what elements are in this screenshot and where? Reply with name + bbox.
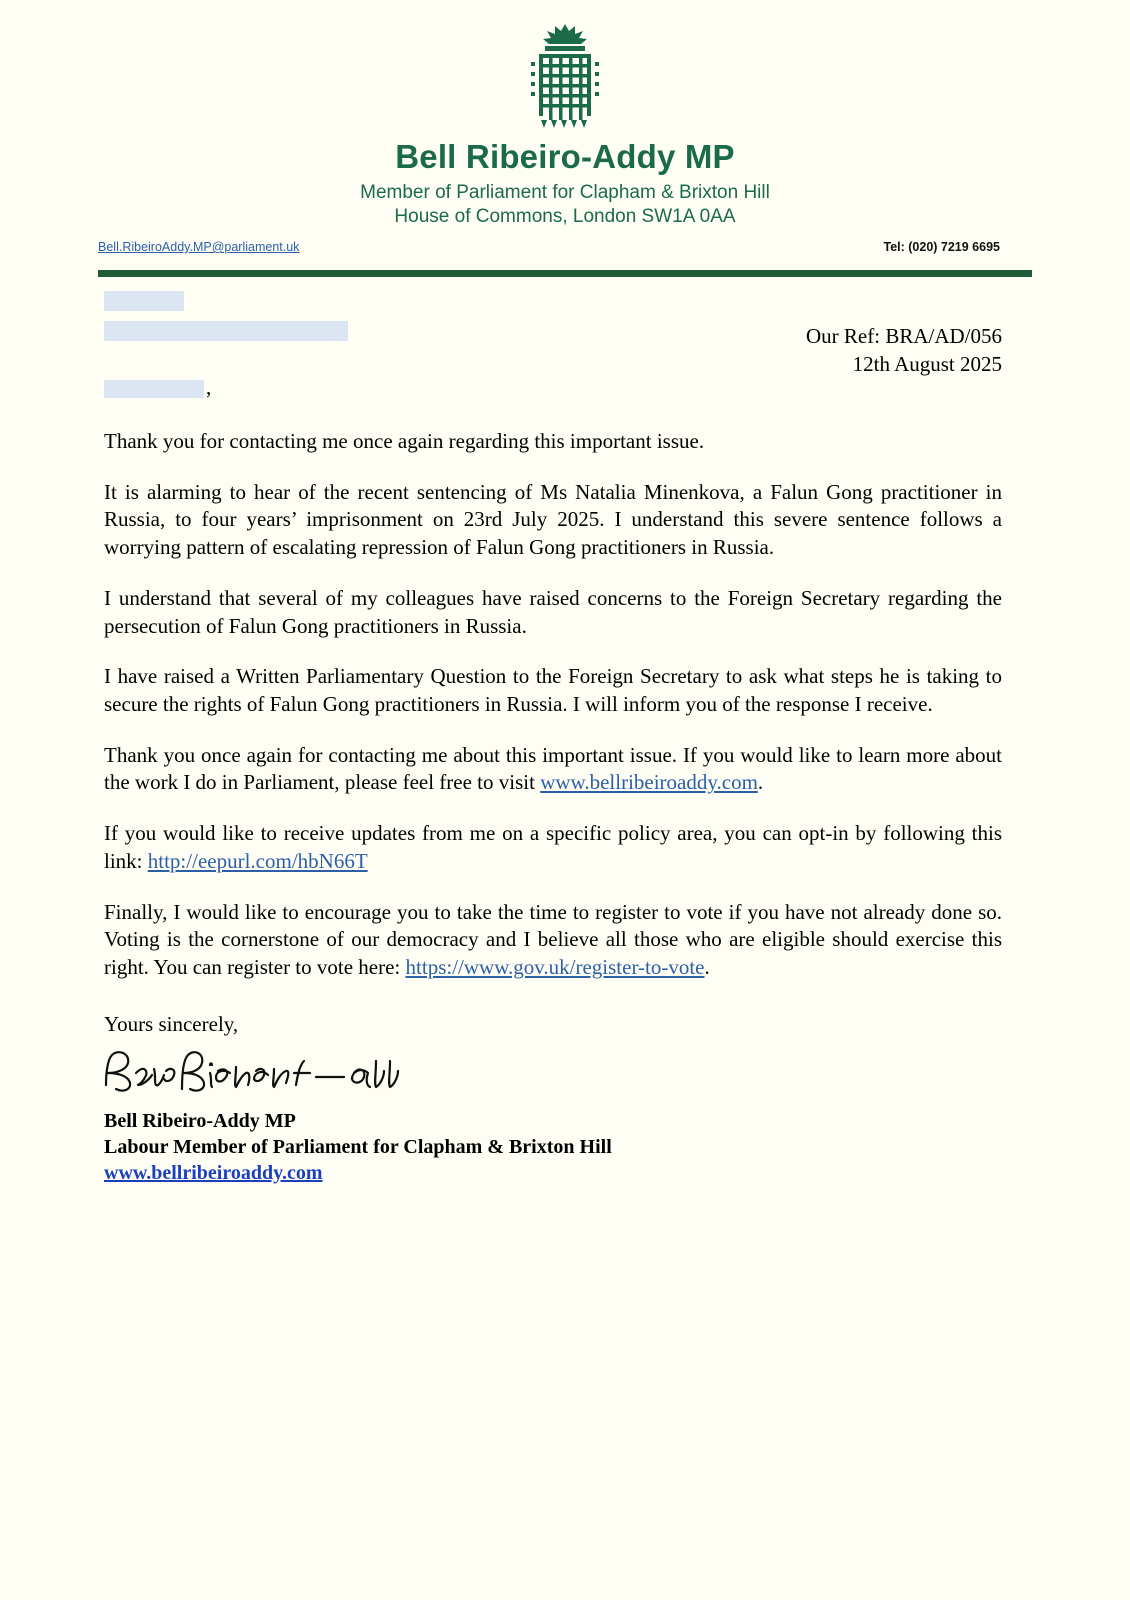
paragraph-website [104, 742, 1002, 797]
paragraph-optin [104, 820, 1002, 875]
redacted-recipient-address [104, 321, 348, 341]
mp-constituency: Member of Parliament for Clapham & Brixton Hill [360, 182, 770, 203]
signer-title: Labour Member of Parliament for Clapham & Brixton Hill [104, 1135, 612, 1158]
mp-address: House of Commons, London SW1A 0AA [394, 206, 736, 227]
paragraph-vote [104, 899, 1002, 982]
paragraph-1: Thank you for contacting me once again regarding this important issue. [104, 429, 705, 453]
website-link[interactable]: www.bellribeiroaddy.com [540, 770, 758, 795]
email-link[interactable]: Bell.RibeiroAddy.MP@parliament.uk [98, 240, 300, 254]
signature-block [104, 1108, 1130, 1186]
reference-block [806, 322, 1002, 379]
paragraph-vote-tail: . [704, 955, 710, 980]
handwritten-signature-icon [100, 1045, 400, 1101]
contact-row [0, 240, 1130, 260]
register-to-vote-link[interactable]: https://www.gov.uk/register-to-vote [405, 955, 705, 980]
optin-link[interactable]: http://eepurl.com/hbN66T [147, 848, 368, 873]
redacted-recipient-name [104, 291, 184, 311]
signer-name: Bell Ribeiro-Addy MP [104, 1109, 296, 1132]
salutation-comma: , [206, 375, 212, 399]
valediction: Yours sincerely, [104, 1011, 239, 1036]
portcullis-crest-icon [517, 22, 613, 132]
paragraph-website-lead: Thank you once again for contacting me about this important issue. If you would like to learn more about the work I do in Parliament, please feel free to visit [104, 742, 1002, 795]
header-divider [98, 270, 1032, 277]
paragraph-2: It is alarming to hear of the recent sentencing of Ms Natalia Minenkova, a Falun Gong practitioner in Russia, to four years’ imprisonment on 23rd July 2025. I understand this severe sentence follows a worrying pattern of escalating repression of Falun Gong practitioners in Russia. [104, 479, 1002, 560]
paragraph-4: I have raised a Written Parliamentary Question to the Foreign Secretary to ask what steps he is taking to secure the rights of Falun Gong practitioners in Russia. I will inform you of the response I receive. [104, 664, 1002, 717]
paragraph-vote-lead: Finally, I would like to encourage you to take the time to register to vote if you have not already done so. Voting is the cornerstone of our democracy and I believe all those who are eligible should exercise this right. You can register to vote here: [104, 899, 1002, 980]
our-ref: Our Ref: BRA/AD/056 [806, 324, 1002, 348]
letter-body [104, 428, 1002, 982]
paragraph-3: I understand that several of my colleagues have raised concerns to the Foreign Secretary regarding the persecution of Falun Gong practitioners in Russia. [104, 585, 1002, 638]
paragraph-optin-lead: If you would like to receive updates from me on a specific policy area, you can opt-in by following this link: [104, 821, 1002, 873]
salutation [104, 375, 1130, 400]
paragraph-website-tail: . [757, 770, 764, 795]
mp-name: Bell Ribeiro-Addy MP [395, 138, 735, 175]
telephone-text: Tel: (020) 7219 6695 [883, 240, 1000, 254]
signer-website-link[interactable]: www.bellribeiroaddy.com [104, 1161, 323, 1184]
letter-date: 12th August 2025 [852, 352, 1002, 377]
letterhead [0, 0, 1130, 277]
redacted-salutation-name [104, 380, 204, 398]
